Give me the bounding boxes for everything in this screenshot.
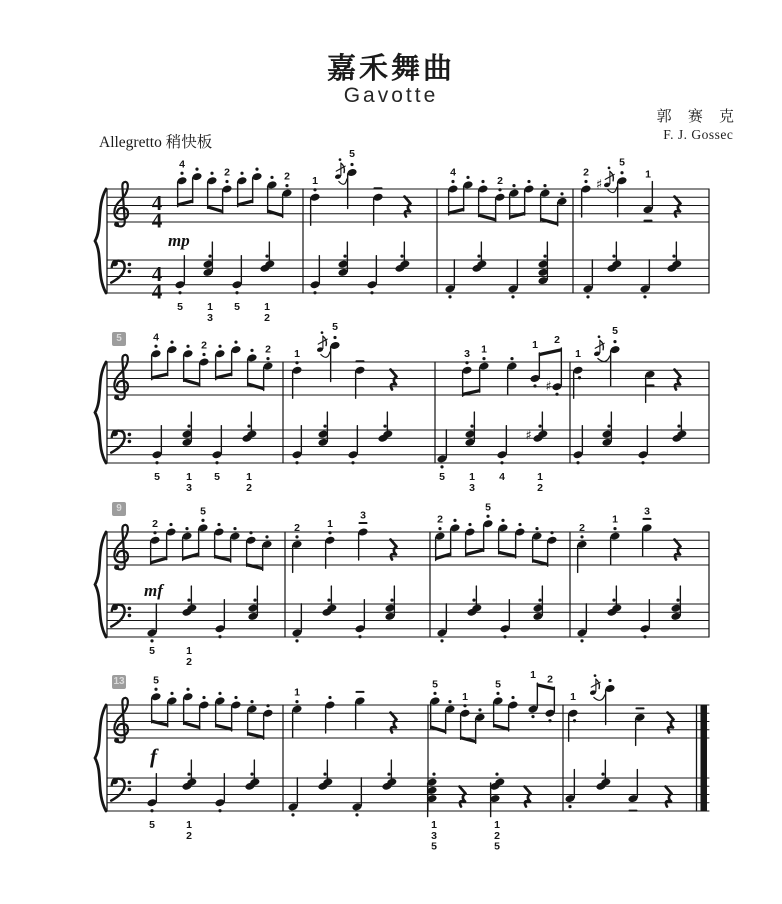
svg-text:2: 2 [497,174,503,187]
svg-text:1: 1 [294,686,300,699]
composer-name-cn: 郭 赛 克 [656,108,740,125]
svg-text:1: 1 [494,819,500,831]
svg-text:1: 1 [530,669,536,682]
svg-text:2: 2 [494,829,500,842]
svg-text:1: 1 [207,301,213,313]
svg-text:♯: ♯ [595,177,603,193]
svg-text:1: 1 [327,517,333,530]
svg-text:5: 5 [234,301,240,313]
composer-name-en: F. J. Gossec [663,126,734,142]
svg-text:5: 5 [177,301,183,313]
svg-text:2: 2 [246,481,252,494]
svg-text:3: 3 [644,505,650,518]
svg-text:1: 1 [186,819,192,831]
svg-text:5: 5 [485,501,491,514]
svg-text:1: 1 [186,645,192,657]
svg-text:4: 4 [151,279,163,304]
svg-text:2: 2 [201,339,207,352]
svg-text:♯: ♯ [525,428,532,444]
svg-text:1: 1 [246,471,252,483]
svg-text:4: 4 [151,191,163,216]
svg-text:1: 1 [469,471,475,483]
svg-text:2: 2 [264,311,270,324]
page-title: 嘉禾舞曲 [326,53,455,85]
svg-text:5: 5 [495,678,501,691]
svg-text:2: 2 [554,334,560,346]
grand-staff-system [95,321,709,494]
dynamic-marking: mp [168,231,190,250]
svg-text:1: 1 [532,339,538,351]
svg-text:4: 4 [499,471,505,483]
svg-text:1: 1 [481,343,487,356]
svg-text:1: 1 [612,513,618,526]
svg-text:2: 2 [537,481,543,494]
svg-text:5: 5 [149,645,155,657]
svg-text:1: 1 [537,471,543,483]
svg-text:2: 2 [547,673,553,686]
svg-text:2: 2 [579,521,585,534]
svg-text:3: 3 [431,829,437,842]
svg-text:5: 5 [154,471,160,483]
svg-text:1: 1 [312,174,318,187]
svg-text:2: 2 [284,170,290,183]
svg-text:1: 1 [575,347,581,360]
svg-text:5: 5 [149,819,155,831]
dynamic-marking: f [150,744,157,768]
svg-text:♯: ♯ [545,379,552,395]
svg-text:4: 4 [151,208,163,233]
svg-text:5: 5 [612,325,618,338]
svg-text:3: 3 [186,481,192,494]
svg-text:2: 2 [583,166,589,179]
svg-text:5: 5 [153,674,159,687]
svg-text:4: 4 [450,166,456,179]
svg-text:2: 2 [186,655,192,668]
page-subtitle: Gavotte [343,84,439,107]
svg-text:5: 5 [494,840,500,853]
measure-number-badge: 13 [113,676,125,687]
svg-text:3: 3 [360,509,366,522]
measure-number-badge: 5 [112,332,126,346]
svg-text:5: 5 [619,156,625,169]
svg-text:2: 2 [224,166,230,179]
dynamic-marking: mf [144,581,163,600]
svg-text:1: 1 [645,168,651,181]
svg-text:1: 1 [431,819,437,831]
grand-staff-system [95,669,709,852]
svg-text:2: 2 [152,517,158,530]
svg-text:5: 5 [439,471,445,483]
svg-text:2: 2 [294,521,300,534]
svg-text:5: 5 [432,678,438,691]
svg-text:1: 1 [264,301,270,313]
svg-text:3: 3 [464,347,470,360]
svg-text:4: 4 [151,262,163,287]
svg-text:5: 5 [349,148,355,160]
svg-text:1: 1 [570,690,576,703]
svg-text:5: 5 [214,471,220,483]
svg-text:2: 2 [186,829,192,842]
svg-text:2: 2 [437,513,443,526]
svg-text:3: 3 [469,481,475,494]
svg-text:5: 5 [200,505,206,518]
svg-text:3: 3 [207,311,213,324]
svg-text:1: 1 [294,347,300,360]
svg-text:1: 1 [186,471,192,483]
svg-text:5: 5 [332,321,338,333]
svg-text:1: 1 [462,690,468,703]
tempo-marking: Allegretto 稍快板 [99,134,213,151]
svg-text:4: 4 [179,158,185,171]
measure-number-badge: 9 [112,502,126,516]
grand-staff-system [95,501,709,668]
svg-text:5: 5 [431,840,437,853]
svg-text:4: 4 [153,331,159,344]
svg-text:2: 2 [265,343,271,356]
